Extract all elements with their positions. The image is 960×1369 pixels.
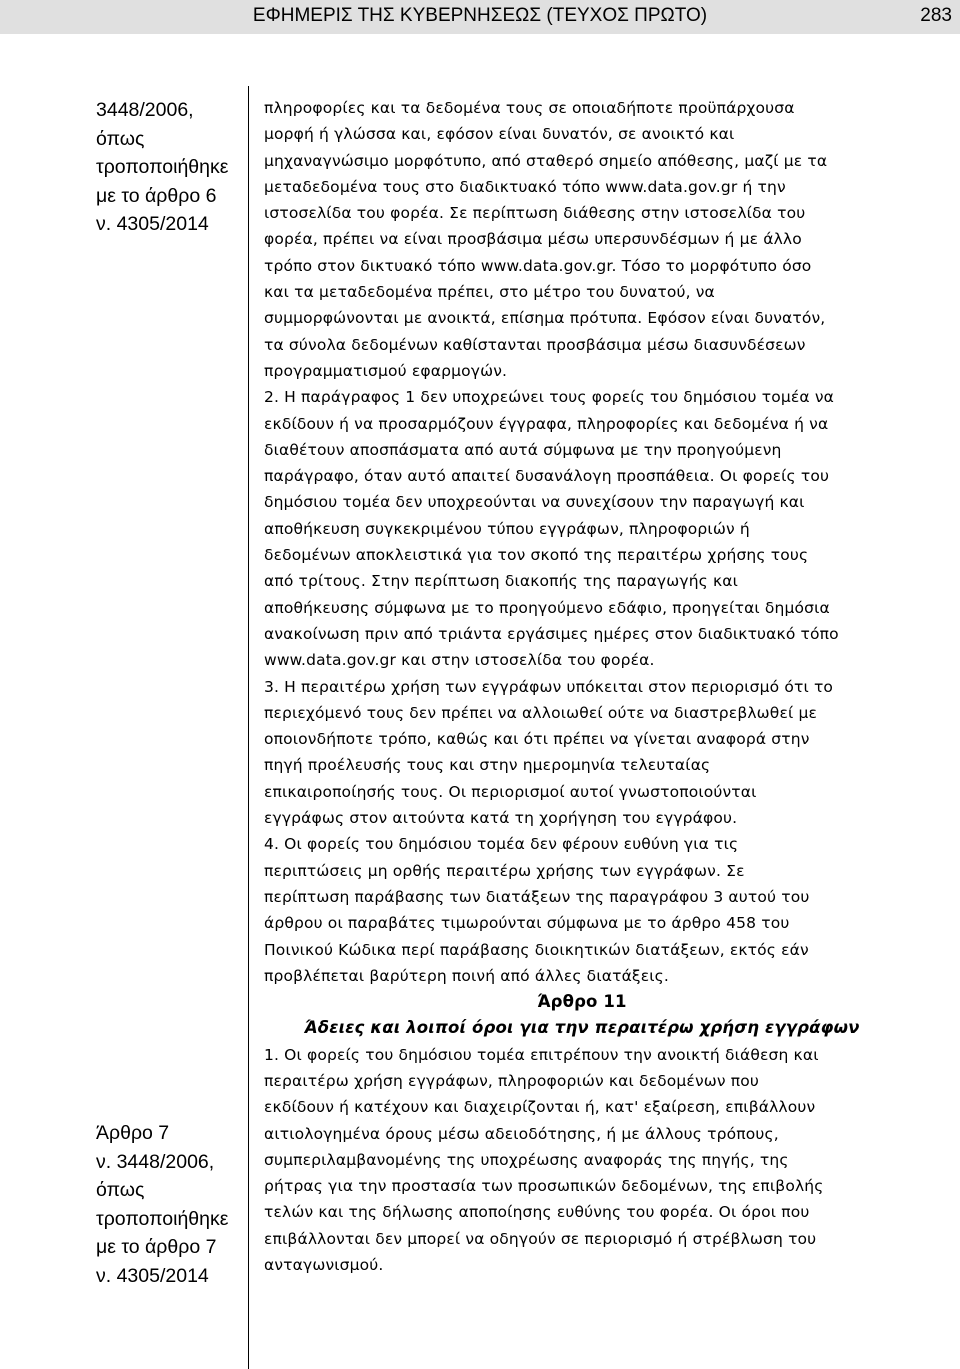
margin-note-article-6 <box>96 96 246 239</box>
text-line: τελών και της δήλωσης αποποίησης ευθύνης του φορέα. Οι όροι που <box>264 1203 810 1222</box>
margin-line: με το άρθρο 7 <box>96 1236 217 1258</box>
text-line: από τρίτους. Στην περίπτωση διακοπής της παραγωγής και <box>264 572 739 591</box>
text-line: περιεχόμενό τους δεν πρέπει να αλλοιωθεί ούτε να διαστρεβλωθεί με <box>264 703 817 722</box>
text-line: πληροφορίες και τα δεδομένα τους σε οποιαδήποτε προϋπάρχουσα <box>264 99 795 117</box>
text-line: δεδομένων αποκλειστικά για τον σκοπό της περαιτέρω χρήσης τους <box>264 546 809 565</box>
text-line: εκδίδουν ή κατέχουν και διαχειρίζονται ή, κατ' εξαίρεση, επιβάλλουν <box>264 1098 816 1117</box>
text-line: 1. Οι φορείς του δημόσιου τομέα επιτρέπουν την ανοικτή διάθεση και <box>264 1045 819 1064</box>
margin-line: τροποποιήθηκε <box>96 1207 229 1230</box>
text-line: 3. Η περαιτέρω χρήση των εγγράφων υπόκειται στον περιορισμό ότι το <box>264 677 834 696</box>
text-line: συμπεριλαμβανομένης της υποχρέωσης αναφοράς της πηγής, της <box>264 1150 789 1169</box>
main-text <box>264 95 900 1278</box>
text-line: άρθρου οι παραβάτες τιμωρούνται σύμφωνα με το άρθρο 458 του <box>264 914 790 933</box>
text-line: οποιονδήποτε τρόπο, καθώς και ότι πρέπει να γίνεται αναφορά στην <box>264 730 810 749</box>
text-line: www.data.gov.gr και στην ιστοσελίδα του φορέα. <box>264 651 655 670</box>
text-line: μηχαναγνώσιμο μορφότυπο, από σταθερό σημείο απόθεσης, μαζί με τα <box>264 151 828 170</box>
page-header <box>0 0 960 34</box>
text-line: ρήτρας για την προστασία των προσωπικών δεδομένων, της επιβολής <box>264 1177 824 1196</box>
margin-note-article-7 <box>96 1119 246 1290</box>
text-line: περιπτώσεις μη ορθής περαιτέρω χρήσης των εγγράφων. Σε <box>264 861 745 880</box>
gazette-title: ΕΦΗΜΕΡΙΣ ΤΗΣ ΚΥΒΕΡΝΗΣΕΩΣ (ΤΕΥΧΟΣ ΠΡΩΤΟ) <box>252 5 708 26</box>
text-line: συμμορφώνονται με ανοικτά, επίσημα πρότυπα. Εφόσον είναι δυνατόν, <box>264 309 826 328</box>
text-line: ανακοίνωση πριν από τριάντα εργάσιμες ημέρες στον διαδικτυακό τόπο <box>264 624 839 643</box>
text-line: ανταγωνισμού. <box>264 1256 384 1275</box>
margin-line: 3448/2006, <box>96 99 194 121</box>
text-line: ιστοσελίδα του φορέα. Σε περίπτωση διάθεσης στην ιστοσελίδα του <box>264 204 806 223</box>
text-line: 4. Οι φορείς του δημόσιου τομέα δεν φέρουν ευθύνη για τις <box>264 835 739 854</box>
column-divider <box>248 86 249 1369</box>
body-paragraphs <box>264 95 900 989</box>
text-line: αποθήκευσης σύμφωνα με το προηγούμενο εδάφιο, προηγείται δημόσια <box>264 598 830 617</box>
article-paragraphs <box>264 1042 900 1279</box>
text-line: αιτιολογημένα όρους μέσω αδειοδότησης, ή με άλλους τρόπους, <box>264 1124 779 1143</box>
text-line: 2. Η παράγραφος 1 δεν υποχρεώνει τους φορείς του δημόσιου τομέα να <box>264 388 835 407</box>
article-title: Άρθρο 11 <box>537 992 627 1012</box>
text-line: Ποινικού Κώδικα περί παράβασης διοικητικών διατάξεων, εκτός εάν <box>264 940 809 959</box>
text-line: μορφή ή γλώσσα και, εφόσον είναι δυνατόν, σε ανοικτό και <box>264 125 735 144</box>
text-line: τρόπο στον δικτυακό τόπο www.data.gov.gr. Τόσο το μορφότυπο όσο <box>264 256 812 275</box>
margin-line: με το άρθρο 6 <box>96 184 217 207</box>
text-line: αποθήκευση συγκεκριμένου τύπου εγγράφων, πληροφοριών ή <box>264 519 750 538</box>
margin-line: ν. 4305/2014 <box>96 1264 209 1287</box>
text-line: επιβάλλονται δεν μπορεί να οδηγούν σε περιορισμό ή στρέβλωση του <box>264 1229 817 1248</box>
text-line: παράγραφο, όταν αυτό απαιτεί δυσανάλογη προσπάθεια. Οι φορείς του <box>264 467 830 486</box>
text-line: πηγή προέλευσής τους και στην ημερομηνία τελευταίας <box>264 756 711 775</box>
text-line: φορέα, πρέπει να είναι προσβάσιμα μέσω υπερσυνδέσμων ή με άλλο <box>264 230 802 249</box>
text-line: δημόσιου τομέα δεν υποχρεούνται να συνεχίσουν την παραγωγή και <box>264 493 805 512</box>
text-line: και τα μεταδεδομένα πρέπει, στο μέτρο του δυνατού, να <box>264 283 715 302</box>
text-line: εκδίδουν ή να προσαρμόζουν έγγραφα, πληροφορίες και δεδομένα ή να <box>264 414 829 433</box>
text-line: προβλέπεται βαρύτερη ποινή από άλλες διατάξεις. <box>264 966 669 985</box>
text-line: επικαιροποίησής τους. Οι περιορισμοί αυτοί γνωστοποιούνται <box>264 782 757 801</box>
margin-line: τροποποιήθηκε <box>96 156 229 178</box>
text-line: περίπτωση παράβασης των διατάξεων της παραγράφου 3 αυτού του <box>264 887 810 906</box>
text-line: τα σύνολα δεδομένων καθίστανται προσβάσιμα μέσω διασυνδέσεων <box>264 335 806 354</box>
text-line: μεταδεδομένα τους στο διαδικτυακό τόπο www.data.gov.gr ή την <box>264 177 786 196</box>
margin-line: ν. 4305/2014 <box>96 213 209 235</box>
text-line: εγγράφως στον αιτούντα κατά τη χορήγηση του εγγράφου. <box>264 809 738 828</box>
page-number: 283 <box>920 5 952 26</box>
text-line: περαιτέρω χρήση εγγράφων, πληροφοριών και δεδομένων που <box>264 1071 760 1090</box>
article-subtitle: Άδειες και λοιποί όροι για την περαιτέρω χρήση εγγράφων <box>304 1018 860 1038</box>
margin-line: ν. 3448/2006, <box>96 1150 215 1173</box>
text-line: διαθέτουν αποσπάσματα από αυτά σύμφωνα με την προηγούμενη <box>264 440 782 459</box>
margin-line: Άρθρο 7 <box>96 1122 170 1144</box>
margin-line: όπως <box>96 127 145 150</box>
text-line: προγραμματισμού εφαρμογών. <box>264 361 508 380</box>
margin-line: όπως <box>96 1179 145 1201</box>
